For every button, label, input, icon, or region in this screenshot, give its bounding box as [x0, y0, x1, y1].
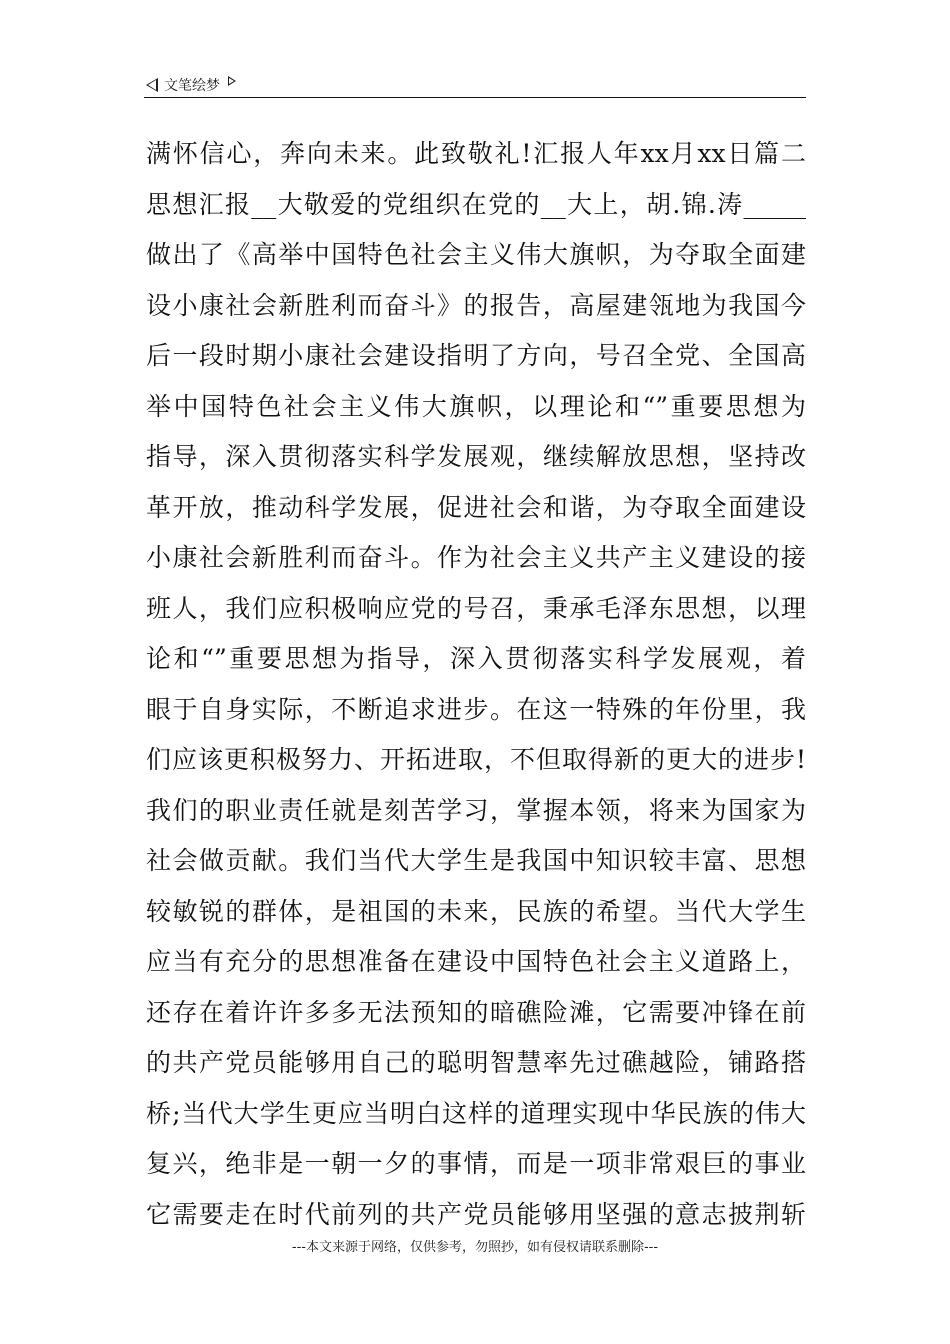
header-title: 文笔绘梦	[164, 78, 220, 94]
text-line: 举中国特色社会主义伟大旗帜，以理论和“”重要思想为	[146, 391, 806, 421]
text-line: 它需要走在时代前列的共产党员能够用坚强的意志披荆斩	[146, 1199, 806, 1229]
text-line: 较敏锐的群体，是祖国的未来，民族的希望。当代大学生	[146, 896, 806, 926]
text-line: 应当有充分的思想准备在建设中国特色社会主义道路上，	[146, 947, 806, 976]
text-line: 社会做贡献。我们当代大学生是我国中知识较丰富、思想	[146, 846, 806, 875]
text-line: 复兴，绝非是一朝一夕的事情，而是一项非常艰巨的事业	[146, 1149, 806, 1178]
text-line: 论和“”重要思想为指导，深入贯彻落实科学发展观，着	[146, 644, 806, 673]
page-header	[146, 74, 236, 96]
document-body	[146, 132, 806, 1243]
text-line: 思想汇报__大敬爱的党组织在党的__大上，胡.锦.涛_____	[146, 189, 806, 219]
text-line: 小康社会新胜利而奋斗。作为社会主义共产主义建设的接	[146, 543, 806, 572]
text-line: 后一段时期小康社会建设指明了方向，号召全党、全国高	[146, 341, 806, 370]
text-line: 眼于自身实际，不断追求进步。在这一特殊的年份里，我	[146, 694, 806, 724]
text-line: 满怀信心，奔向未来。此致敬礼!汇报人年xx月xx日篇二	[146, 139, 806, 168]
text-line: 设小康社会新胜利而奋斗》的报告，高屋建瓴地为我国今	[146, 290, 806, 320]
text-line: 我们的职业责任就是刻苦学习，掌握本领，将来为国家为	[146, 795, 806, 825]
header-divider	[144, 97, 806, 98]
text-line: 班人，我们应积极响应党的号召，秉承毛泽东思想，以理	[146, 593, 806, 623]
page-footer: ---本文来源于网络，仅供参考，勿照抄，如有侵权请联系删除---	[291, 1240, 659, 1255]
text-line: 们应该更积极努力、开拓进取，不但取得新的更大的进步!	[146, 745, 806, 774]
text-line: 的共产党员能够用自己的聪明智慧率先过礁越险，铺路搭	[146, 1048, 806, 1077]
triangle-left-icon	[146, 78, 158, 92]
text-line: 还存在着许许多多无法预知的暗礁险滩，它需要冲锋在前	[146, 997, 806, 1027]
triangle-right-icon	[228, 76, 236, 86]
text-line: 做出了《高举中国特色社会主义伟大旗帜，为夺取全面建	[146, 240, 806, 269]
text-line: 革开放，推动科学发展，促进社会和谐，为夺取全面建设	[146, 492, 806, 522]
text-line: 桥;当代大学生更应当明白这样的道理实现中华民族的伟大	[146, 1098, 806, 1128]
text-line: 指导，深入贯彻落实科学发展观，继续解放思想，坚持改	[146, 442, 806, 471]
